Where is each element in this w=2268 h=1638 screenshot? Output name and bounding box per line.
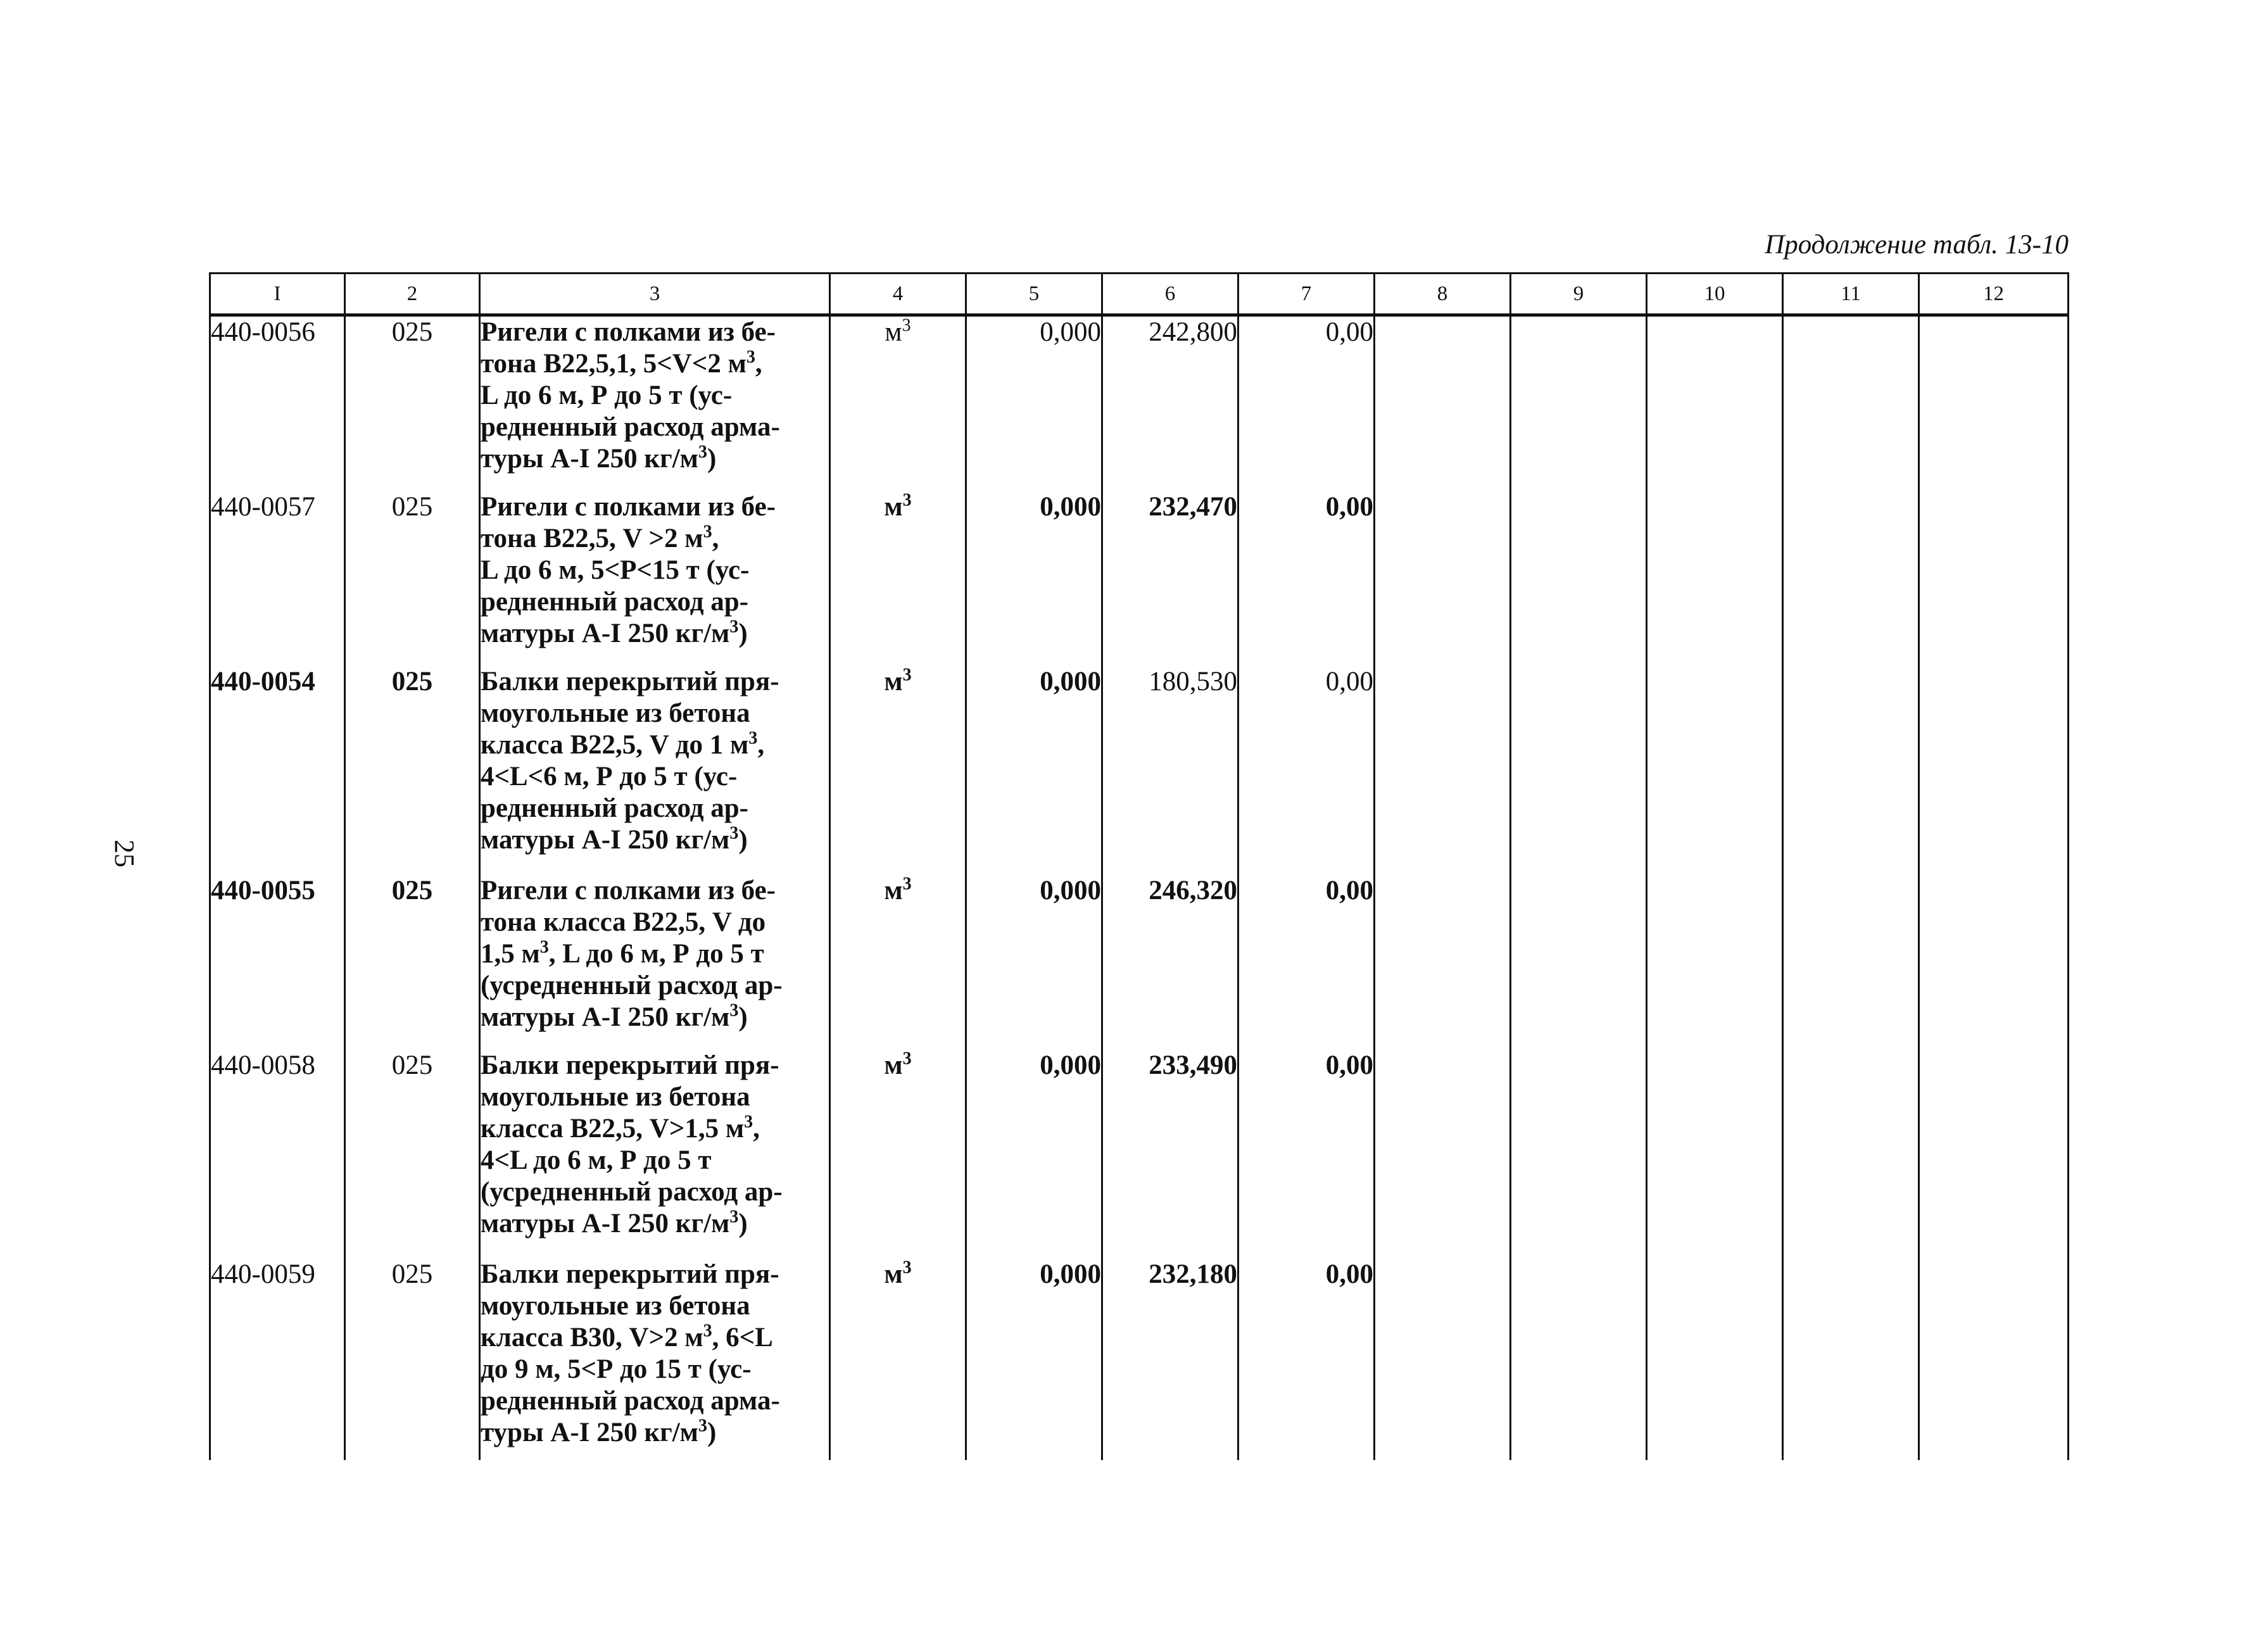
empty-cell xyxy=(1511,491,1647,666)
description-line: (усредненный расход ар- xyxy=(481,1177,783,1207)
value-col5: 0,000 xyxy=(966,875,1102,1050)
value-col6: 242,800 xyxy=(1102,315,1238,492)
description-line: редненный расход ар- xyxy=(481,587,748,617)
empty-cell xyxy=(1647,491,1783,666)
column-header: 9 xyxy=(1511,274,1647,315)
empty-cell xyxy=(1511,1050,1647,1259)
group-code: 025 xyxy=(345,315,480,492)
page-number: 25 xyxy=(109,840,140,867)
description-line: тона В22,5, V >2 $м^3$, xyxy=(481,522,719,553)
empty-cell xyxy=(1647,875,1783,1050)
description-line: моугольные из бетона xyxy=(481,1082,750,1112)
description-line: моугольные из бетона xyxy=(481,1291,750,1321)
empty-cell xyxy=(1647,666,1783,875)
value-col5: 0,000 xyxy=(966,1259,1102,1460)
item-description xyxy=(480,666,830,875)
column-header: 3 xyxy=(480,274,830,315)
description-line: Балки перекрытий пря- xyxy=(481,667,779,696)
empty-cell xyxy=(1919,315,2069,492)
description-line: 1,5 $м^3$, L до 6 м, Р до 5 т xyxy=(481,937,764,969)
table-row xyxy=(210,666,2069,875)
item-description xyxy=(480,491,830,666)
empty-cell xyxy=(1647,1050,1783,1259)
description-line: L до 6 м, Р до 5 т (ус- xyxy=(481,381,733,410)
value-col6: 180,530 xyxy=(1102,666,1238,875)
description-line: класса В22,5, V>1,5 $м^3$, xyxy=(481,1112,760,1143)
group-code: 025 xyxy=(345,491,480,666)
description-line: тона класса В22,5, V до xyxy=(481,907,766,937)
description-line: редненный расход ар- xyxy=(481,793,748,823)
empty-cell xyxy=(1919,666,2069,875)
empty-cell xyxy=(1375,315,1511,492)
item-description xyxy=(480,315,830,492)
column-header: 5 xyxy=(966,274,1102,315)
value-col7: 0,00 xyxy=(1238,491,1375,666)
unit: $м^3$ xyxy=(830,1259,966,1460)
description-line: матуры А-I 250 $кг/м^3$) xyxy=(481,1207,748,1238)
value-col6: 233,490 xyxy=(1102,1050,1238,1259)
value-col5: 0,000 xyxy=(966,315,1102,492)
item-code: 440-0054 xyxy=(210,666,345,875)
empty-cell xyxy=(1511,666,1647,875)
empty-cell xyxy=(1647,1259,1783,1460)
description-line: класса В22,5, V до 1 $м^3$, xyxy=(481,728,765,760)
description-line: матуры А-I 250 $кг/м^3$) xyxy=(481,1000,748,1032)
rates-table xyxy=(209,272,2069,1460)
description-line: тона В22,5,1, 5<V<2 $м^3$, xyxy=(481,347,762,379)
value-col7: 0,00 xyxy=(1238,1259,1375,1460)
item-code: 440-0059 xyxy=(210,1259,345,1460)
empty-cell xyxy=(1375,491,1511,666)
item-description xyxy=(480,875,830,1050)
value-col6: 232,180 xyxy=(1102,1259,1238,1460)
empty-cell xyxy=(1919,1050,2069,1259)
table-row xyxy=(210,875,2069,1050)
value-col7: 0,00 xyxy=(1238,666,1375,875)
item-description xyxy=(480,1259,830,1460)
column-header: 4 xyxy=(830,274,966,315)
empty-cell xyxy=(1511,875,1647,1050)
table-row xyxy=(210,315,2069,492)
description-line: L до 6 м, 5<Р<15 т (ус- xyxy=(481,555,750,585)
value-col7: 0,00 xyxy=(1238,1050,1375,1259)
table-row xyxy=(210,491,2069,666)
column-header: 10 xyxy=(1647,274,1783,315)
empty-cell xyxy=(1375,875,1511,1050)
description-line: туры А-I 250 $кг/м^3$) xyxy=(481,442,717,474)
description-line: Ригели с полками из бе- xyxy=(481,317,776,347)
unit: $м^3$ xyxy=(830,875,966,1050)
value-col7: 0,00 xyxy=(1238,315,1375,492)
description-line: 4<L до 6 м, Р до 5 т xyxy=(481,1145,712,1175)
item-description xyxy=(480,1050,830,1259)
empty-cell xyxy=(1783,666,1919,875)
item-code: 440-0055 xyxy=(210,875,345,1050)
description-line: Ригели с полками из бе- xyxy=(481,876,776,905)
group-code: 025 xyxy=(345,1259,480,1460)
header-row xyxy=(210,274,2069,315)
description-line: класса В30, V>2 $м^3$, 6<L xyxy=(481,1321,773,1352)
item-code: 440-0057 xyxy=(210,491,345,666)
table-row xyxy=(210,1259,2069,1460)
description-line: матуры А-I 250 $кг/м^3$) xyxy=(481,617,748,648)
description-line: матуры А-I 250 $кг/м^3$) xyxy=(481,823,748,855)
column-header: 12 xyxy=(1919,274,2069,315)
table-row xyxy=(210,1050,2069,1259)
description-line: Балки перекрытий пря- xyxy=(481,1259,779,1289)
unit: $м^3$ xyxy=(830,315,966,492)
empty-cell xyxy=(1375,1259,1511,1460)
value-col5: 0,000 xyxy=(966,1050,1102,1259)
description-line: моугольные из бетона xyxy=(481,698,750,728)
empty-cell xyxy=(1919,491,2069,666)
description-line: редненный расход арма- xyxy=(481,412,780,442)
item-code: 440-0056 xyxy=(210,315,345,492)
group-code: 025 xyxy=(345,666,480,875)
column-header: 2 xyxy=(345,274,480,315)
value-col5: 0,000 xyxy=(966,491,1102,666)
empty-cell xyxy=(1919,1259,2069,1460)
group-code: 025 xyxy=(345,1050,480,1259)
empty-cell xyxy=(1783,1259,1919,1460)
column-header: 11 xyxy=(1783,274,1919,315)
column-header: 7 xyxy=(1238,274,1375,315)
empty-cell xyxy=(1783,875,1919,1050)
empty-cell xyxy=(1783,491,1919,666)
description-line: Ригели с полками из бе- xyxy=(481,492,776,522)
empty-cell xyxy=(1375,1050,1511,1259)
unit: $м^3$ xyxy=(830,1050,966,1259)
column-header: I xyxy=(210,274,345,315)
table-caption: Продолжение табл. 13-10 xyxy=(1765,230,2069,260)
empty-cell xyxy=(1919,875,2069,1050)
value-col6: 246,320 xyxy=(1102,875,1238,1050)
description-line: редненный расход арма- xyxy=(481,1386,780,1416)
empty-cell xyxy=(1511,1259,1647,1460)
description-line: до 9 м, 5<Р до 15 т (ус- xyxy=(481,1354,752,1384)
value-col6: 232,470 xyxy=(1102,491,1238,666)
value-col5: 0,000 xyxy=(966,666,1102,875)
description-line: (усредненный расход ар- xyxy=(481,971,783,1000)
column-header: 8 xyxy=(1375,274,1511,315)
description-line: 4<L<6 м, Р до 5 т (ус- xyxy=(481,762,738,791)
value-col7: 0,00 xyxy=(1238,875,1375,1050)
empty-cell xyxy=(1511,315,1647,492)
empty-cell xyxy=(1783,1050,1919,1259)
description-line: туры А-I 250 $кг/м^3$) xyxy=(481,1416,717,1447)
column-header: 6 xyxy=(1102,274,1238,315)
group-code: 025 xyxy=(345,875,480,1050)
unit: $м^3$ xyxy=(830,491,966,666)
item-code: 440-0058 xyxy=(210,1050,345,1259)
description-line: Балки перекрытий пря- xyxy=(481,1050,779,1080)
empty-cell xyxy=(1647,315,1783,492)
empty-cell xyxy=(1375,666,1511,875)
empty-cell xyxy=(1783,315,1919,492)
unit: $м^3$ xyxy=(830,666,966,875)
